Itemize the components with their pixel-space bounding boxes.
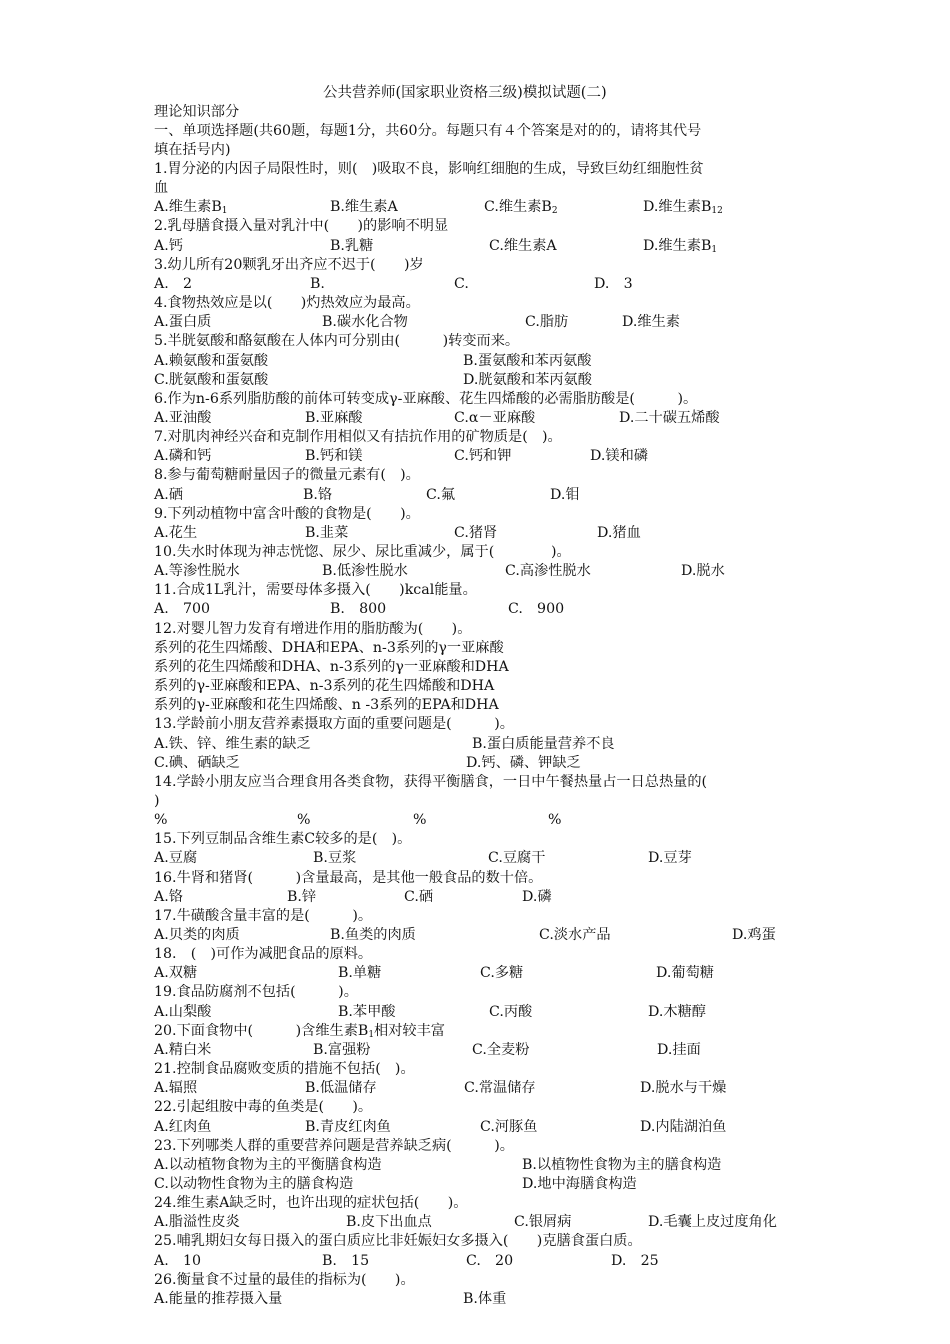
question-text — [154, 1194, 467, 1213]
option-text — [472, 1041, 529, 1060]
option-text — [154, 1003, 211, 1022]
option-label: D.鸡蛋 — [732, 927, 776, 943]
option-label: C.碘、硒缺乏 — [154, 754, 240, 771]
option-label: C.丙酸 — [489, 1003, 533, 1020]
option-text — [305, 447, 363, 466]
option-label: D.钼 — [550, 486, 580, 503]
question-text — [154, 1271, 415, 1290]
question-text — [154, 332, 519, 351]
option-text — [466, 754, 581, 773]
option-label: A.脂溢性皮炎 — [154, 1214, 240, 1231]
option-text — [681, 562, 725, 581]
option-text — [305, 524, 348, 543]
option-label: B.维生素A — [330, 199, 398, 216]
question-text — [154, 1232, 642, 1251]
option-text — [154, 849, 197, 868]
option-label: D.维生素B — [643, 237, 712, 254]
option-text — [489, 237, 557, 256]
option-label: A.贝类的肉质 — [154, 927, 240, 943]
subscript: 1 — [711, 244, 718, 255]
option-label: A. 700 — [154, 601, 211, 618]
option-label: D. 3 — [594, 275, 633, 292]
option-text — [657, 1041, 701, 1060]
option-label: % — [297, 812, 311, 829]
question-text — [154, 983, 358, 1002]
question-fragment: 15.下列豆制品含维生素C较多的是( )。 — [154, 831, 412, 848]
option-label: B.低温储存 — [305, 1080, 377, 1097]
option-text — [154, 275, 192, 294]
instructions-line-1: 一、单项选择题(共60题，每题1分，共60分。每题只有４个答案是对的的，请将其代号 — [154, 123, 702, 139]
option-text — [514, 1213, 571, 1232]
option-label: C. 900 — [508, 601, 565, 618]
option-label: C.氟 — [426, 486, 456, 503]
option-text — [338, 964, 381, 983]
option-label: D.地中海膳食构造 — [522, 1175, 637, 1192]
option-text — [454, 275, 469, 294]
question-fragment: 2.乳母膳食摄入量对乳汁中( )的影响不明显 — [154, 218, 449, 235]
option-text — [330, 237, 373, 256]
option-label: A.精白米 — [154, 1041, 212, 1058]
question-text — [154, 869, 542, 888]
option-label: B.体重 — [463, 1290, 507, 1307]
option-label: B.鱼类的肉质 — [330, 927, 416, 943]
question-fragment: 21.控制食品腐败变质的措施不包括( )。 — [154, 1061, 415, 1078]
option-text — [548, 811, 561, 830]
option-label: B.铬 — [303, 486, 333, 503]
option-text — [550, 486, 580, 505]
option-text — [648, 849, 692, 868]
question-text — [154, 294, 420, 313]
option-text — [346, 1213, 432, 1232]
question-fragment: 3.幼儿所有20颗乳牙出齐应不迟于( )岁 — [154, 256, 424, 273]
option-text — [611, 1252, 659, 1271]
question-fragment: 4.食物热效应是以( )灼热效应为最高。 — [154, 295, 420, 312]
option-label: B. 800 — [330, 601, 387, 618]
option-label: A.山梨酸 — [154, 1003, 212, 1020]
option-label: A.花生 — [154, 524, 198, 541]
option-text — [154, 754, 240, 773]
subscript: 1 — [368, 1029, 375, 1040]
option-text — [154, 1213, 240, 1232]
question-text — [154, 773, 707, 792]
option-label: C.多糖 — [480, 965, 524, 982]
option-text — [154, 926, 240, 945]
option-label: B.以植物性食物为主的膳食构造 — [522, 1156, 722, 1173]
option-label: C.α－亚麻酸 — [454, 409, 536, 426]
option-text — [525, 313, 568, 332]
option-label: D. 25 — [611, 1252, 659, 1269]
question-text — [154, 1060, 415, 1079]
option-label: D.维生素 — [622, 314, 680, 331]
option-label: D.葡萄糖 — [656, 965, 714, 982]
option-label: C.胱氨酸和蛋氨酸 — [154, 371, 269, 388]
option-label: D.毛囊上皮过度角化 — [648, 1214, 777, 1231]
option-text — [426, 486, 455, 505]
option-text — [154, 964, 197, 983]
option-label: B.皮下出血点 — [346, 1214, 432, 1231]
option-text — [154, 677, 494, 696]
option-label: B.低渗性脱水 — [322, 563, 408, 580]
question-text — [154, 543, 571, 562]
option-text — [154, 1252, 201, 1271]
option-text — [154, 735, 311, 754]
option-label: C.维生素B — [484, 199, 552, 216]
option-text — [472, 735, 615, 754]
question-text — [154, 581, 477, 600]
option-text — [313, 1041, 371, 1060]
option-label: A.铬 — [154, 888, 183, 905]
option-label: B.富强粉 — [313, 1041, 371, 1058]
option-text — [480, 964, 523, 983]
question-fragment: 13.学龄前小朋友营养素摄取方面的重要问题是( )。 — [154, 716, 514, 733]
option-text — [313, 849, 356, 868]
question-text — [154, 217, 448, 236]
question-text — [154, 792, 160, 811]
option-label: A. 10 — [154, 1252, 201, 1269]
option-label: C.淡水产品 — [539, 927, 611, 943]
option-text — [305, 1079, 377, 1098]
option-label: C.硒 — [404, 888, 434, 905]
option-label: C.银屑病 — [514, 1214, 572, 1231]
option-label: D.内陆湖泊鱼 — [640, 1118, 727, 1135]
option-text — [454, 524, 497, 543]
question-fragment: 12.对婴儿智力发育有增进作用的脂肪酸为( )。 — [154, 620, 472, 637]
option-text — [305, 409, 363, 428]
option-label: D.豆芽 — [648, 850, 692, 867]
question-fragment: 19.食品防腐剂不包括( )。 — [154, 984, 358, 1001]
option-label: D.挂面 — [657, 1041, 701, 1058]
option-text — [464, 1079, 536, 1098]
section-heading: 理论知识部分 — [154, 104, 240, 120]
option-label: A.等渗性脱水 — [154, 563, 240, 580]
option-label: A.红肉鱼 — [154, 1118, 212, 1135]
option-text — [322, 313, 408, 332]
option-text — [463, 371, 592, 390]
option-label: B. — [310, 275, 325, 292]
option-text — [154, 888, 183, 907]
option-label: D.胱氨酸和苯丙氨酸 — [463, 371, 592, 388]
option-text — [640, 1079, 726, 1098]
option-text — [484, 198, 558, 221]
question-text — [154, 256, 424, 275]
option-label: D.猪血 — [597, 524, 641, 541]
option-label: % — [413, 812, 427, 829]
page-title: 公共营养师(国家职业资格三级)模拟试题(二) — [323, 85, 607, 101]
option-label: A.辐照 — [154, 1080, 198, 1097]
option-label: % — [154, 812, 168, 829]
question-fragment: 18. ( )可作为减肥食品的原料。 — [154, 946, 373, 963]
option-label: C.豆腐干 — [488, 850, 546, 867]
option-text — [154, 313, 211, 332]
question-text — [154, 1098, 372, 1117]
option-text — [330, 600, 386, 619]
option-text — [648, 1003, 706, 1022]
option-text — [505, 562, 591, 581]
option-text — [154, 371, 268, 390]
option-text — [404, 888, 433, 907]
option-text — [643, 237, 717, 260]
option-label: A.铁、锌、维生素的缺乏 — [154, 735, 311, 752]
question-fragment: 血 — [154, 180, 169, 197]
option-label: A.豆腐 — [154, 850, 198, 867]
option-text — [640, 1118, 726, 1137]
subscript: 1 — [221, 206, 228, 217]
option-text — [454, 447, 511, 466]
question-text — [154, 1137, 514, 1156]
option-label: B.青皮红肉鱼 — [305, 1118, 391, 1135]
option-label: B.亚麻酸 — [305, 409, 363, 426]
question-fragment: 26.衡量食不过量的最佳的指标为( )。 — [154, 1271, 415, 1288]
option-label: 系列的花生四烯酸、DHA和EPA、n-3系列的γ一亚麻酸 — [154, 639, 504, 656]
question-fragment: 11.合成1L乳汁，需要母体多摄入( )kcal能量。 — [154, 582, 477, 599]
question-text — [154, 830, 411, 849]
option-text — [154, 811, 167, 830]
option-label: C.河豚鱼 — [480, 1118, 538, 1135]
option-text — [154, 1118, 211, 1137]
question-fragment: 14.学龄小朋友应当合理食用各类食物，获得平衡膳食，一日中午餐热量占一日总热量的( — [154, 773, 708, 790]
option-label: C.常温储存 — [464, 1080, 536, 1097]
option-text — [154, 524, 197, 543]
option-label: C.以动物性食物为主的膳食构造 — [154, 1175, 354, 1192]
option-label: A.以动植物食物为主的平衡膳食构造 — [154, 1156, 382, 1173]
option-text — [463, 1290, 506, 1309]
option-text — [330, 926, 416, 945]
option-text — [454, 409, 535, 428]
option-text — [154, 1175, 353, 1194]
option-label: 系列的花生四烯酸和DHA、n-3系列的γ一亚麻酸和DHA — [154, 658, 509, 675]
question-fragment: 10.失水时体现为神志恍惚、尿少、尿比重减少，属于( )。 — [154, 544, 571, 560]
subscript: 12 — [711, 206, 723, 217]
option-label: B.锌 — [287, 888, 317, 905]
question-fragment: 相对较丰富 — [374, 1022, 445, 1039]
option-text — [656, 964, 714, 983]
option-text — [732, 926, 776, 945]
option-text — [297, 811, 310, 830]
option-text — [154, 486, 183, 505]
question-text — [154, 620, 471, 639]
option-text — [322, 562, 408, 581]
question-fragment: 7.对肌肉神经兴奋和克制作用相似又有拮抗作用的矿物质是( )。 — [154, 429, 562, 446]
option-label: D.脱水与干燥 — [640, 1080, 727, 1097]
option-label: C. — [454, 275, 469, 292]
option-text — [154, 1156, 382, 1175]
option-text — [648, 1213, 777, 1232]
option-text — [338, 1003, 396, 1022]
question-fragment: 23.下列哪类人群的重要营养问题是营养缺乏病( )。 — [154, 1137, 514, 1154]
option-text — [522, 1156, 721, 1175]
question-fragment: 8.参与葡萄糖耐量因子的微量元素有( )。 — [154, 467, 420, 484]
question-text — [154, 945, 372, 964]
option-label: 系列的γ-亚麻酸和EPA、n-3系列的花生四烯酸和DHA — [154, 678, 495, 695]
option-label: D.钙、磷、钾缺乏 — [466, 754, 581, 771]
option-text — [466, 1252, 513, 1271]
option-label: A.赖氨酸和蛋氨酸 — [154, 352, 269, 369]
option-text — [330, 198, 398, 217]
instructions-line-2: 填在括号内) — [154, 142, 231, 158]
question-fragment: 25.哺乳期妇女每日摄入的蛋白质应比非妊娠妇女多摄入( )克膳食蛋白质。 — [154, 1233, 642, 1250]
option-text — [539, 926, 611, 945]
question-fragment: ) — [154, 792, 160, 809]
question-fragment: 20.下面食物中( )含维生素B — [154, 1022, 369, 1039]
option-text — [622, 313, 680, 332]
option-text — [154, 1290, 282, 1309]
option-text — [154, 447, 211, 466]
option-label: C.高渗性脱水 — [505, 563, 591, 580]
option-label: B.碳水化合物 — [322, 314, 408, 331]
option-label: B.乳糖 — [330, 237, 374, 254]
option-text — [488, 849, 545, 868]
question-fragment: 5.半胱氨酸和酪氨酸在人体内可分别由( )转变而来。 — [154, 333, 520, 350]
option-text — [463, 352, 591, 371]
option-label: 系列的γ-亚麻酸和花生四烯酸、n -3系列的EPA和DHA — [154, 697, 499, 714]
option-text — [480, 1118, 537, 1137]
option-label: D.脱水 — [681, 563, 725, 580]
option-text — [643, 198, 723, 221]
option-text — [489, 1003, 532, 1022]
option-text — [594, 275, 633, 294]
option-text — [287, 888, 316, 907]
option-label: A.硒 — [154, 486, 183, 503]
option-text — [154, 600, 210, 619]
option-label: A.维生素B — [154, 199, 222, 216]
option-label: B.单糖 — [338, 965, 382, 982]
option-text — [154, 658, 509, 677]
option-label: % — [548, 812, 562, 829]
question-text — [154, 907, 372, 926]
question-fragment: 6.作为n-6系列脂肪酸的前体可转变成γ-亚麻酸、花生四烯酸的必需脂肪酸是( )。 — [154, 390, 698, 407]
option-text — [154, 696, 499, 715]
option-text — [303, 486, 332, 505]
option-label: C. 20 — [466, 1252, 514, 1269]
option-label: A.蛋白质 — [154, 314, 212, 331]
option-text — [522, 1175, 637, 1194]
option-text — [154, 352, 268, 371]
question-text — [154, 505, 420, 524]
question-fragment: 16.牛肾和猪肾( )含量最高，是其他一般食品的数十倍。 — [154, 869, 543, 886]
option-text — [619, 409, 720, 428]
option-label: C.脂肪 — [525, 314, 569, 331]
option-text — [508, 600, 564, 619]
subscript: 2 — [551, 206, 558, 217]
option-label: A.能量的推荐摄入量 — [154, 1290, 283, 1307]
question-fragment: 24.维生素A缺乏时，也许出现的症状包括( )。 — [154, 1195, 468, 1212]
question-text — [154, 466, 420, 485]
option-label: D.磷 — [522, 888, 552, 905]
option-label: B.蛋氨酸和苯丙氨酸 — [463, 352, 592, 369]
question-fragment: 17.牛磺酸含量丰富的是( )。 — [154, 907, 373, 924]
option-text — [305, 1118, 391, 1137]
option-text — [590, 447, 648, 466]
question-text — [154, 179, 168, 198]
question-text — [154, 428, 562, 447]
option-label: B.韭菜 — [305, 524, 349, 541]
option-label: A.钙 — [154, 237, 183, 254]
question-text — [154, 390, 697, 409]
question-fragment: 1.胃分泌的内因子局限性时，则( )吸取不良，影响红细胞的生成，导致巨幼红细胞性贫 — [154, 161, 704, 177]
question-text — [154, 715, 514, 734]
option-label: A.磷和钙 — [154, 448, 212, 465]
option-text — [154, 639, 504, 658]
option-label: C.维生素A — [489, 237, 557, 254]
option-label: D.镁和磷 — [590, 448, 648, 465]
option-text — [322, 1252, 369, 1271]
option-text — [154, 237, 183, 256]
question-text — [154, 160, 704, 179]
option-label: B.苯甲酸 — [338, 1003, 396, 1020]
option-label: C.钙和钾 — [454, 448, 512, 465]
option-label: D.木糖醇 — [648, 1003, 706, 1020]
question-fragment: 9.下列动植物中富含叶酸的食物是( )。 — [154, 505, 420, 522]
option-text — [413, 811, 426, 830]
option-label: A.双糖 — [154, 965, 198, 982]
option-label: D.维生素B — [643, 199, 712, 216]
option-label: C.猪肾 — [454, 524, 498, 541]
option-text — [154, 562, 240, 581]
option-label: B.豆浆 — [313, 850, 357, 867]
option-text — [154, 1079, 197, 1098]
option-text — [597, 524, 641, 543]
option-label: D.二十碳五烯酸 — [619, 409, 720, 426]
option-text — [154, 1041, 211, 1060]
option-label: B.蛋白质能量营养不良 — [472, 735, 615, 752]
option-text — [310, 275, 325, 294]
question-fragment: 22.引起组胺中毒的鱼类是( )。 — [154, 1099, 373, 1116]
option-label: C.全麦粉 — [472, 1041, 530, 1058]
option-text — [154, 409, 211, 428]
option-label: A. 2 — [154, 275, 192, 292]
option-text — [522, 888, 552, 907]
option-label: B.钙和镁 — [305, 448, 363, 465]
option-label: A.亚油酸 — [154, 409, 212, 426]
option-label: B. 15 — [322, 1252, 370, 1269]
